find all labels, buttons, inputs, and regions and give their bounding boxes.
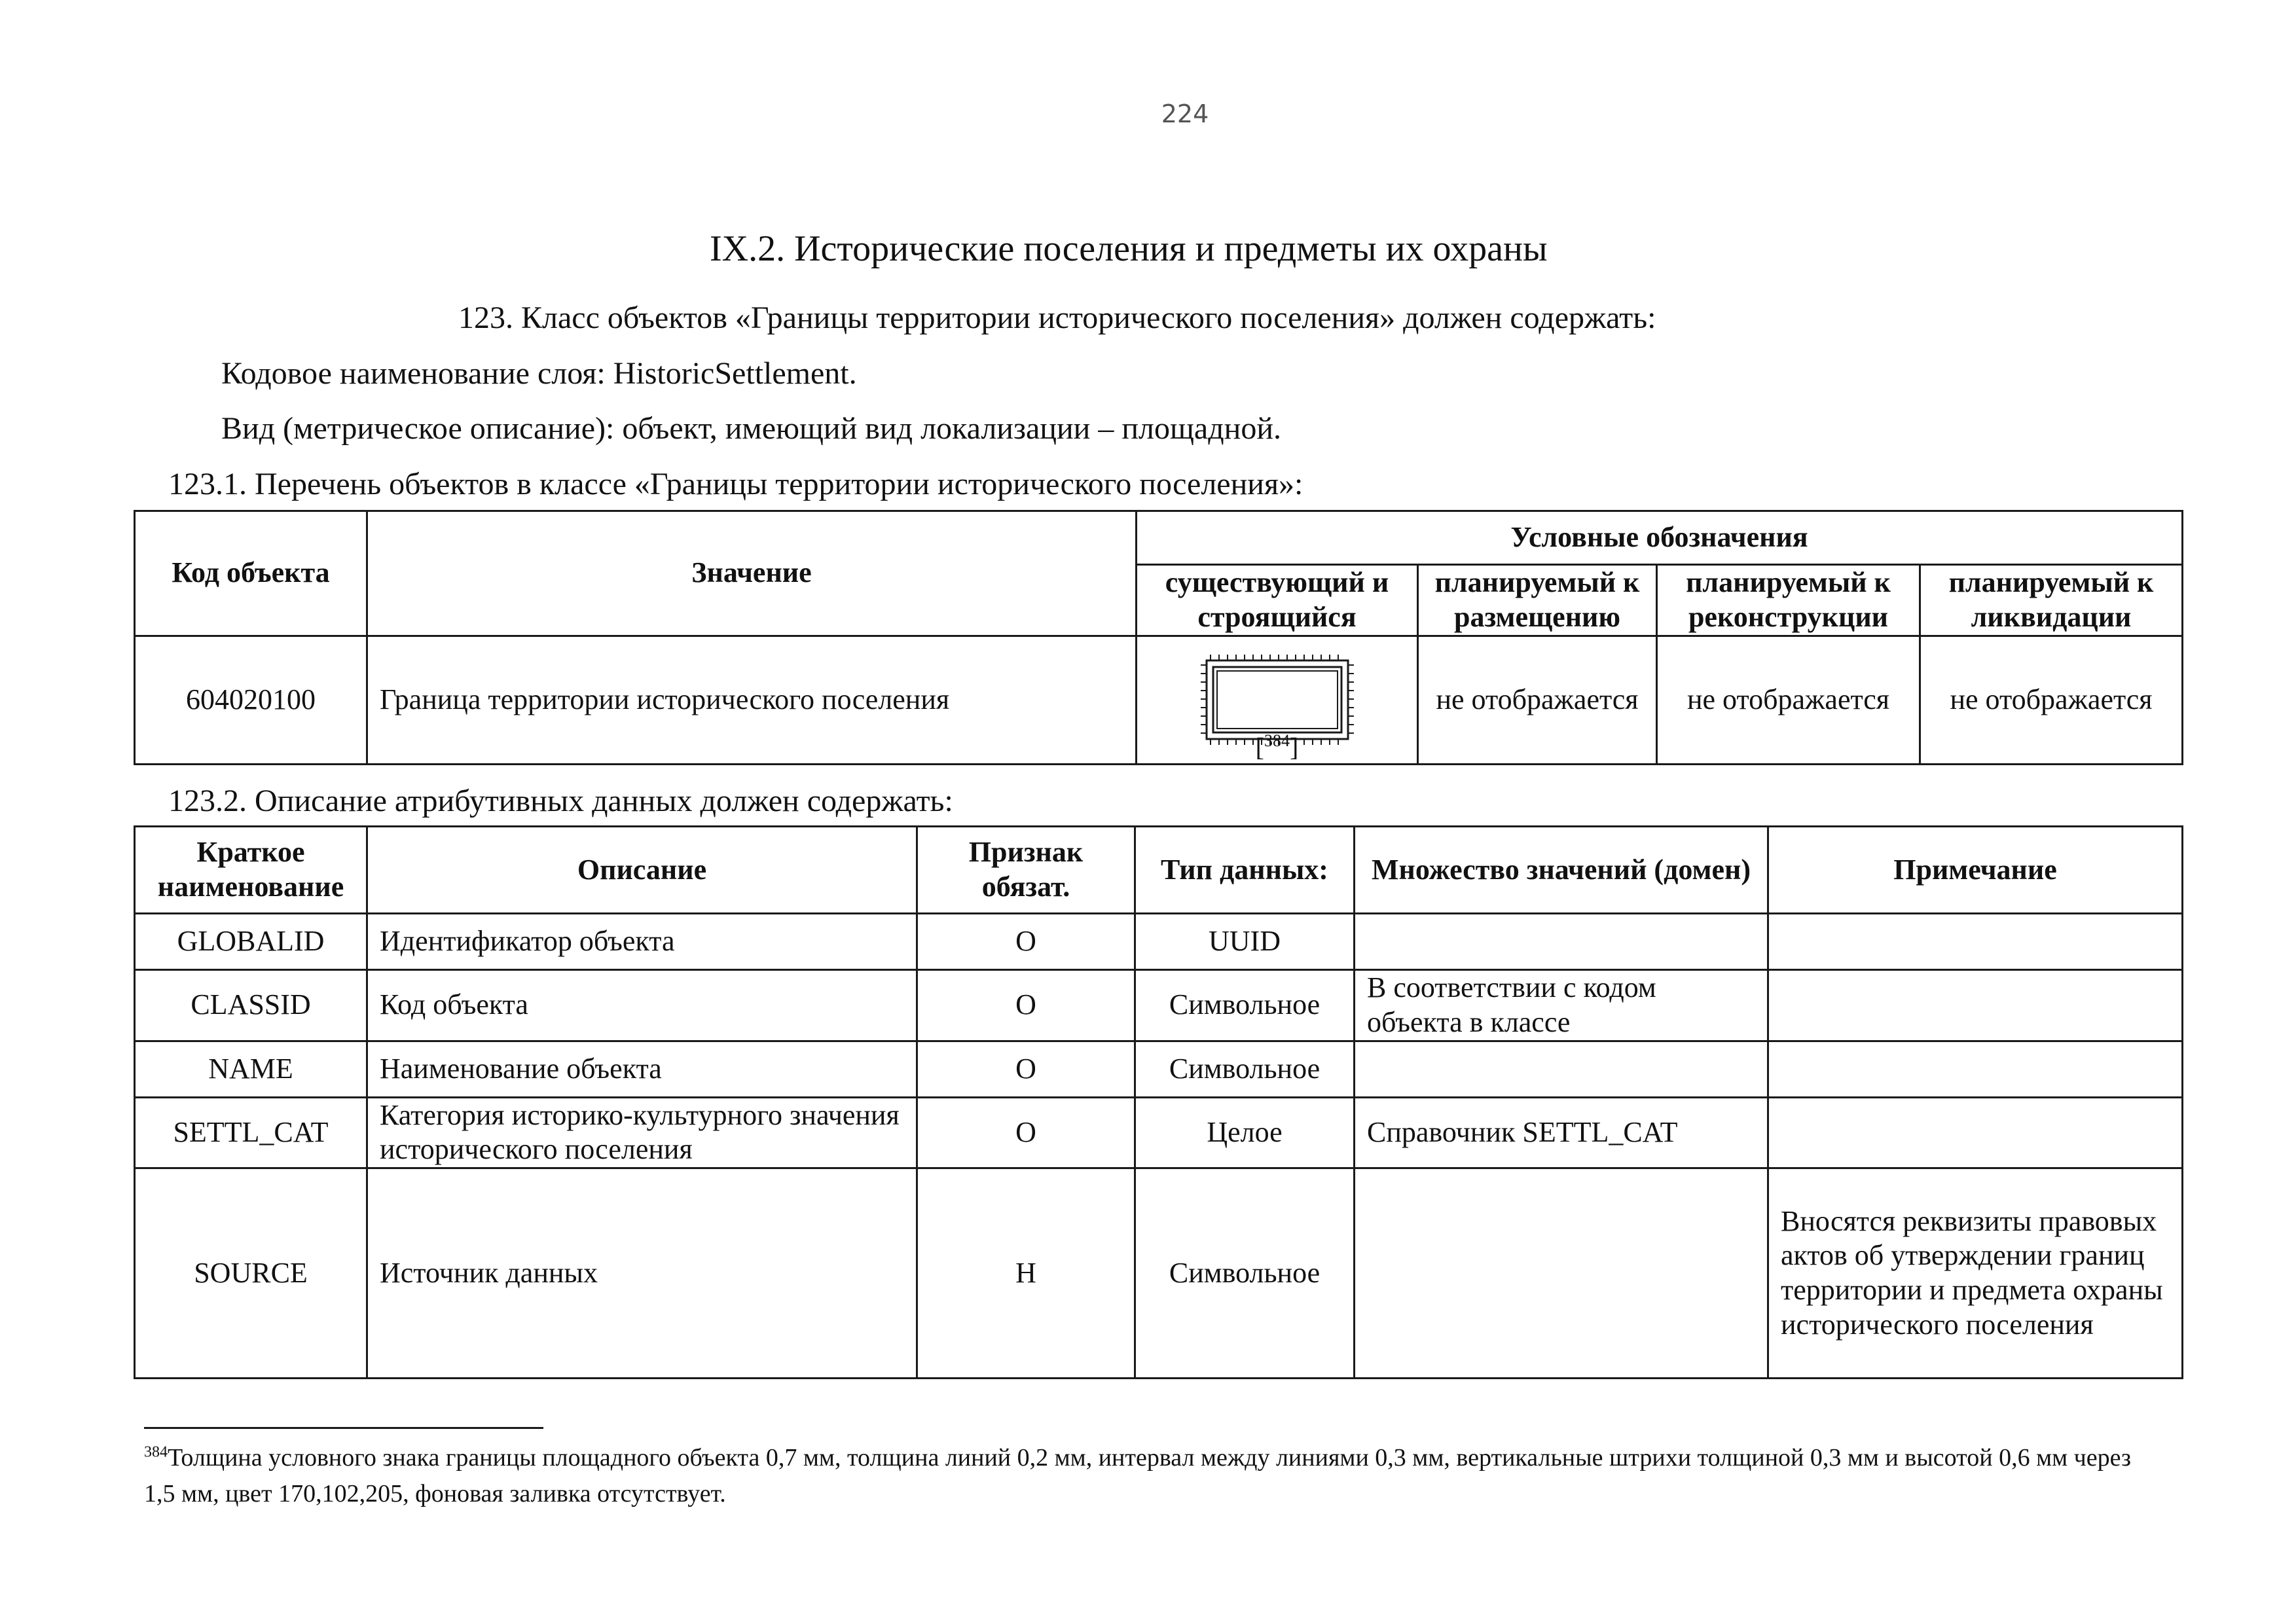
table-row — [135, 636, 2183, 764]
header-required: Признак обязат. — [917, 827, 1135, 914]
header-existing: существующий и строящийся — [1137, 565, 1418, 636]
footnote-number: 384 — [144, 1443, 168, 1461]
attr-domain — [1355, 1041, 1768, 1097]
table-row — [135, 970, 2183, 1041]
attr-data-type: Целое — [1135, 1097, 1355, 1168]
table-row — [135, 914, 2183, 970]
attr-domain: В соответствии с кодом объекта в классе — [1355, 970, 1768, 1041]
header-short-name: Краткое наименование — [135, 827, 367, 914]
attr-description: Категория историко-культурного значения исторического поселения — [367, 1097, 917, 1168]
object-value: Граница территории исторического поселения — [367, 636, 1137, 764]
objects-table — [134, 510, 2183, 765]
layer-code-line: Кодовое наименование слоя: HistoricSettlement. — [221, 356, 857, 391]
attr-description: Код объекта — [367, 970, 917, 1041]
attr-required: О — [917, 1041, 1135, 1097]
footnote — [144, 1440, 2154, 1512]
header-planned-reconstruction: планируемый к реконструкции — [1657, 565, 1920, 636]
header-object-code: Код объекта — [135, 511, 367, 636]
page-number: 224 — [1161, 99, 1209, 128]
section-title: IX.2. Исторические поселения и предметы их охраны — [710, 228, 1548, 269]
attr-data-type: Символьное — [1135, 970, 1355, 1041]
header-planned-placement: планируемый к размещению — [1418, 565, 1657, 636]
attr-short-name: GLOBALID — [135, 914, 367, 970]
footnote-divider — [144, 1427, 543, 1429]
attr-note — [1768, 1041, 2183, 1097]
attr-required: О — [917, 1097, 1135, 1168]
attr-short-name: SOURCE — [135, 1168, 367, 1379]
attr-description: Источник данных — [367, 1168, 917, 1379]
symbol-existing — [1137, 636, 1418, 764]
attr-data-type: Символьное — [1135, 1168, 1355, 1379]
header-data-type: Тип данных: — [1135, 827, 1355, 914]
attr-data-type: UUID — [1135, 914, 1355, 970]
attr-data-type: Символьное — [1135, 1041, 1355, 1097]
table-row — [135, 1041, 2183, 1097]
attr-domain: Справочник SETTL_CAT — [1355, 1097, 1768, 1168]
header-planned-liquidation: планируемый к ликвидации — [1920, 565, 2183, 636]
header-note: Примечание — [1768, 827, 2183, 914]
attr-domain — [1355, 914, 1768, 970]
attr-short-name: SETTL_CAT — [135, 1097, 367, 1168]
attr-required: Н — [917, 1168, 1135, 1379]
table-row — [135, 1168, 2183, 1379]
clause-123: 123. Класс объектов «Границы территории исторического поселения» должен содержать: — [458, 300, 1656, 335]
attr-description: Идентификатор объекта — [367, 914, 917, 970]
attr-note — [1768, 1097, 2183, 1168]
footnote-text: Толщина условного знака границы площадного объекта 0,7 мм, толщина линий 0,2 мм, интервал между линиями 0,3 мм, вертикальные штрихи толщиной 0,3 мм и высотой 0,6 мм через 1,5 мм, цвет 170,102,205, фоновая заливка отсутствует. — [144, 1444, 2131, 1508]
object-code: 604020100 — [135, 636, 367, 764]
footnote-ref-bracket: [$^{384}$] — [1255, 731, 1299, 762]
attr-required: О — [917, 970, 1135, 1041]
attr-domain — [1355, 1168, 1768, 1379]
attributes-table — [134, 825, 2183, 1379]
header-symbols: Условные обозначения — [1137, 511, 2183, 565]
clause-123-1: 123.1. Перечень объектов в классе «Границы территории исторического поселения»: — [168, 467, 1303, 501]
header-value: Значение — [367, 511, 1137, 636]
attr-note — [1768, 970, 2183, 1041]
symbol-planned-reconstruction: не отображается — [1657, 636, 1920, 764]
attr-short-name: CLASSID — [135, 970, 367, 1041]
geometry-type-line: Вид (метрическое описание): объект, имеющий вид локализации – площадной. — [221, 411, 1282, 446]
header-description: Описание — [367, 827, 917, 914]
symbol-planned-placement: не отображается — [1418, 636, 1657, 764]
table-row — [135, 1097, 2183, 1168]
attr-note — [1768, 914, 2183, 970]
attr-note: Вносятся реквизиты правовых актов об утверждении границ территории и предмета охраны исторического поселения — [1768, 1168, 2183, 1379]
footnote-ref: 384 — [1264, 731, 1290, 751]
header-domain: Множество значений (домен) — [1355, 827, 1768, 914]
attr-short-name: NAME — [135, 1041, 367, 1097]
attr-required: О — [917, 914, 1135, 970]
symbol-planned-liquidation: не отображается — [1920, 636, 2183, 764]
clause-123-2: 123.2. Описание атрибутивных данных должен содержать: — [168, 784, 953, 818]
attr-description: Наименование объекта — [367, 1041, 917, 1097]
